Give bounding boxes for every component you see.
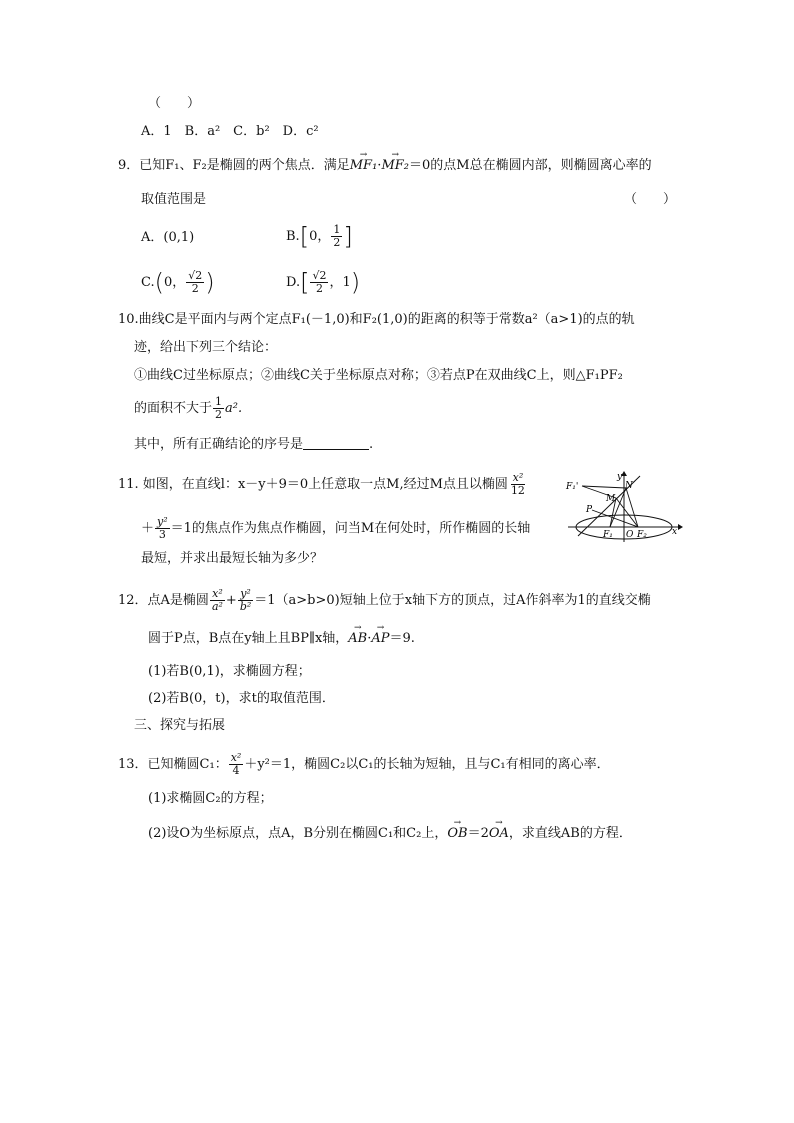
frac-den: 2 <box>191 282 199 295</box>
fraction-y2-over-b2 <box>238 588 253 613</box>
option-b-label: B. <box>286 229 300 244</box>
bracket-close-paren: ) <box>205 268 215 297</box>
fraction-half <box>331 224 342 249</box>
equals-two: ＝2 <box>467 826 489 841</box>
frac-num: 1 <box>333 223 341 236</box>
bracket-open-paren: ( <box>154 268 164 297</box>
q9-option-b: B.[0， $\frac{1}{2}$ ] <box>286 222 353 251</box>
frac-den: b² <box>239 600 252 613</box>
frac-den: 3 <box>158 528 166 541</box>
q12-text-b: ＝1（a>b>0)短轴上位于x轴下方的顶点，过A作斜率为1的直线交椭 <box>254 593 651 608</box>
plus-sign: ＋ <box>141 521 155 536</box>
q10-question: 其中，所有正确结论的序号是 <box>134 437 304 452</box>
q13-sub2 <box>148 826 632 842</box>
option-c-label: C. <box>141 275 155 290</box>
label-p: P <box>586 505 593 515</box>
bracket-open-square: [ <box>300 268 310 297</box>
frac-den: 12 <box>510 484 525 497</box>
q11-text-2: ＝1的焦点作为焦点作椭圆，问当M在何处时，所作椭圆的长轴 <box>170 521 531 536</box>
vector-ab: → AB <box>348 631 367 647</box>
q10-line2: 迹，给出下列三个结论： <box>134 340 278 355</box>
q11-text: 11. 如图，在直线l：x－y＋9＝0上任意取一点M,经过M点且以椭圆 <box>118 477 508 492</box>
ellipse-figure <box>562 470 684 546</box>
bracket-open-square: [ <box>299 222 310 251</box>
q12-line1 <box>118 588 651 613</box>
q10-line1: 10.曲线C是平面内与两个定点F₁(－1,0)和F₂(1,0)的距离的积等于常数a²（a>1)的点的轨 <box>118 312 635 327</box>
section-title: 三、探究与拓展 <box>134 718 226 733</box>
bracket-close-paren: ) <box>350 268 361 297</box>
q13-line1 <box>118 752 610 777</box>
label-f2: F₂ <box>637 530 647 540</box>
frac-num: 1 <box>215 395 223 408</box>
label-f1: F₁ <box>603 530 613 540</box>
q12-sub1: (1)若B(0,1)，求椭圆方程； <box>148 664 311 679</box>
q9-option-d: D.[ $\frac{√2}{2}$ ，1) <box>286 268 361 297</box>
label-m: M <box>606 494 616 504</box>
q12-sub2: (2)若B(0，t)，求t的取值范围． <box>148 691 335 706</box>
fraction-sqrt2-over-2 <box>186 270 204 295</box>
q9-text-a: 已知F₁、F₂是椭圆的两个焦点．满足 <box>139 158 350 173</box>
frac-num: y² <box>157 515 168 528</box>
q13-sub2-end: ，求直线AB的方程． <box>508 826 632 841</box>
q10-area-text: 的面积不大于 <box>134 401 213 416</box>
frac-num: y² <box>240 587 251 600</box>
frac-den: 2 <box>315 282 323 295</box>
q10-line3: ①曲线C过坐标原点；②曲线C关于坐标原点对称；③若点P在双曲线C上，则△F₁PF₂ <box>134 368 623 383</box>
frac-num: √2 <box>312 269 327 282</box>
q13-sub1: (1)求椭圆C₂的方程； <box>148 791 273 806</box>
option-d-label: D. <box>286 275 301 290</box>
vector-mf2: → MF₂ <box>381 158 409 174</box>
frac-num: √2 <box>188 269 203 282</box>
vector-oa: → OA <box>489 826 509 842</box>
q12-line2 <box>148 631 415 647</box>
q10-line4 <box>134 396 242 421</box>
q10-line5 <box>134 437 373 453</box>
frac-num: x² <box>230 751 242 764</box>
vector-ap: → AP <box>371 631 389 647</box>
q13-sub2-text: (2)设O为坐标原点，点A，B分别在椭圆C₁和C₂上， <box>148 826 448 841</box>
frac-den: 4 <box>232 764 240 777</box>
frac-den: a² <box>211 600 223 613</box>
q13-text-b: ＋y²＝1，椭圆C₂以C₁的长轴为短轴，且与C₁有相同的离心率． <box>244 757 610 772</box>
frac-num: x² <box>512 471 524 484</box>
segment-f2-n <box>626 488 638 527</box>
frac-den: 2 <box>215 408 223 421</box>
fraction-x2-over-a2 <box>210 588 225 613</box>
q10-period: . <box>369 437 374 452</box>
fraction-y2-over-3 <box>155 516 170 541</box>
q8-paren: （ ） <box>148 96 201 111</box>
q9-option-a: A．(0,1) <box>141 230 195 245</box>
frac-den: 2 <box>333 236 341 249</box>
vector-mf1: → MF₁ <box>350 158 378 174</box>
fraction-half <box>213 396 224 421</box>
bracket-close-square: ] <box>343 222 353 251</box>
q13-text: 13．已知椭圆C₁： <box>118 757 228 772</box>
label-y: y <box>617 472 623 482</box>
q12-eq: ＝9. <box>389 631 415 646</box>
q9-paren: （ ） <box>624 192 677 207</box>
segment-f1p-n <box>582 486 626 488</box>
fraction-x2-over-4 <box>229 752 244 777</box>
plus-sign: + <box>225 593 237 608</box>
dot-operator: · <box>377 158 382 173</box>
q9-number: 9． <box>118 158 140 173</box>
q9-line2: 取值范围是 <box>141 192 207 207</box>
fraction-sqrt2-over-2 <box>310 270 328 295</box>
q10-a-squared: a². <box>225 401 243 416</box>
q12-text: 12．点A是椭圆 <box>118 593 209 608</box>
q8-options: A．1 B．a² C．b² D．c² <box>141 124 319 139</box>
q11-line1 <box>118 472 528 497</box>
label-n: N <box>625 481 633 491</box>
q9-text-b: ＝0的点M总在椭圆内部，则椭圆离心率的 <box>408 158 652 173</box>
label-f1-prime: F₁' <box>566 482 579 492</box>
answer-blank[interactable] <box>303 437 369 450</box>
q9-line1 <box>118 158 652 174</box>
q9-option-c: C.(0， $\frac{√2}{2}$ ) <box>141 268 215 297</box>
frac-num: x² <box>212 587 223 600</box>
q11-line2 <box>141 516 530 541</box>
fraction-x2-over-12 <box>509 472 527 497</box>
x-axis-arrow-icon <box>678 524 683 530</box>
vector-ob: → OB <box>447 826 467 842</box>
q11-line3: 最短，并求出最短长轴为多少？ <box>141 551 324 566</box>
dot-operator: · <box>367 631 372 646</box>
label-x: x <box>672 527 678 537</box>
q12-text-c: 圆于P点，B点在y轴上且BP∥x轴， <box>148 631 349 646</box>
label-o: O <box>626 530 634 540</box>
